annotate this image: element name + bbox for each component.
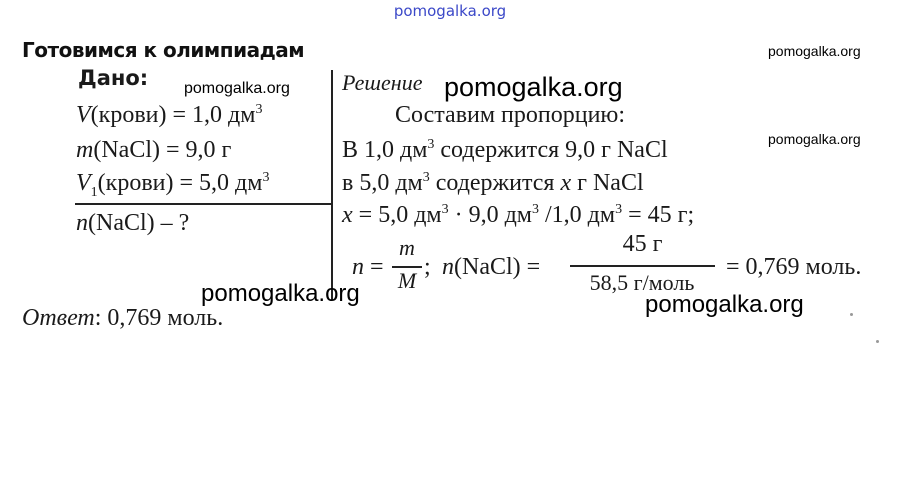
- given-text: (крови) = 1,0 дм: [90, 102, 256, 128]
- fraction-numerator-m: m: [399, 235, 415, 260]
- scan-speck: [850, 313, 853, 316]
- find-text: (NaCl) – ?: [88, 210, 190, 236]
- answer-label: Ответ: [22, 305, 95, 331]
- given-heading: Дано:: [78, 66, 149, 90]
- text: В 1,0 дм: [342, 137, 428, 163]
- formula-result: = 0,769 моль.: [726, 254, 862, 280]
- fraction-denominator-M: M: [397, 268, 417, 293]
- answer-line: [22, 305, 223, 332]
- text: содержится: [429, 170, 561, 196]
- scan-speck: [876, 340, 879, 343]
- find-line: [76, 210, 189, 237]
- formula-lhs: [352, 254, 384, 281]
- superscript: 3: [255, 102, 263, 117]
- equals: =: [364, 254, 384, 280]
- watermark: pomogalka.org: [444, 72, 623, 102]
- solution-heading: Решение: [342, 70, 423, 95]
- page-title: Готовимся к олимпиадам: [22, 38, 305, 62]
- text: г NaCl: [571, 170, 644, 196]
- given-line-mass: [76, 137, 231, 164]
- superscript: 3: [427, 137, 435, 152]
- watermark: pomogalka.org: [201, 280, 360, 307]
- text: /1,0 дм: [538, 202, 616, 228]
- text: = 45 г;: [622, 202, 695, 228]
- watermark: pomogalka.org: [184, 80, 290, 97]
- var-x: x: [560, 170, 572, 196]
- formula-n-nacl: [442, 254, 540, 281]
- watermark: pomogalka.org: [768, 43, 861, 59]
- superscript: 3: [531, 202, 539, 217]
- given-line-volume: [76, 102, 262, 129]
- text: содержится 9,0 г NaCl: [434, 137, 668, 163]
- column-divider: [331, 70, 333, 300]
- given-divider: [75, 203, 331, 205]
- fraction-bar: [570, 265, 715, 267]
- var-x: x: [342, 202, 353, 228]
- given-line-volume1: [76, 170, 269, 201]
- var-v: V: [76, 102, 91, 128]
- semicolon: ;: [424, 254, 431, 280]
- answer-value: : 0,769 моль.: [94, 305, 224, 331]
- var-n: n: [352, 254, 364, 280]
- solution-line-1: [342, 137, 668, 164]
- superscript: 3: [262, 170, 270, 185]
- var-n: n: [76, 210, 88, 236]
- fraction-numerator: 45 г: [622, 231, 663, 257]
- watermark: pomogalka.org: [768, 131, 861, 147]
- watermark-top: pomogalka.org: [393, 2, 507, 20]
- watermark: pomogalka.org: [645, 291, 804, 318]
- given-text: (крови) = 5,0 дм: [97, 170, 263, 196]
- given-text: (NaCl) = 9,0 г: [93, 137, 232, 163]
- superscript: 3: [441, 202, 449, 217]
- var-v: V: [76, 170, 91, 196]
- superscript: 3: [615, 202, 623, 217]
- var-m: m: [76, 137, 94, 163]
- solution-line-3: [342, 202, 694, 229]
- text: (NaCl) =: [454, 254, 541, 280]
- solution-line-2: [342, 170, 644, 197]
- subscript: 1: [90, 184, 98, 200]
- solution-line-proportion: Составим пропорцию:: [395, 102, 626, 128]
- var-n: n: [442, 254, 454, 280]
- superscript: 3: [422, 170, 430, 185]
- text: в 5,0 дм: [342, 170, 423, 196]
- text: = 5,0 дм: [352, 202, 442, 228]
- text: · 9,0 дм: [448, 202, 532, 228]
- fraction-denominator: 58,5 г/моль: [589, 270, 695, 295]
